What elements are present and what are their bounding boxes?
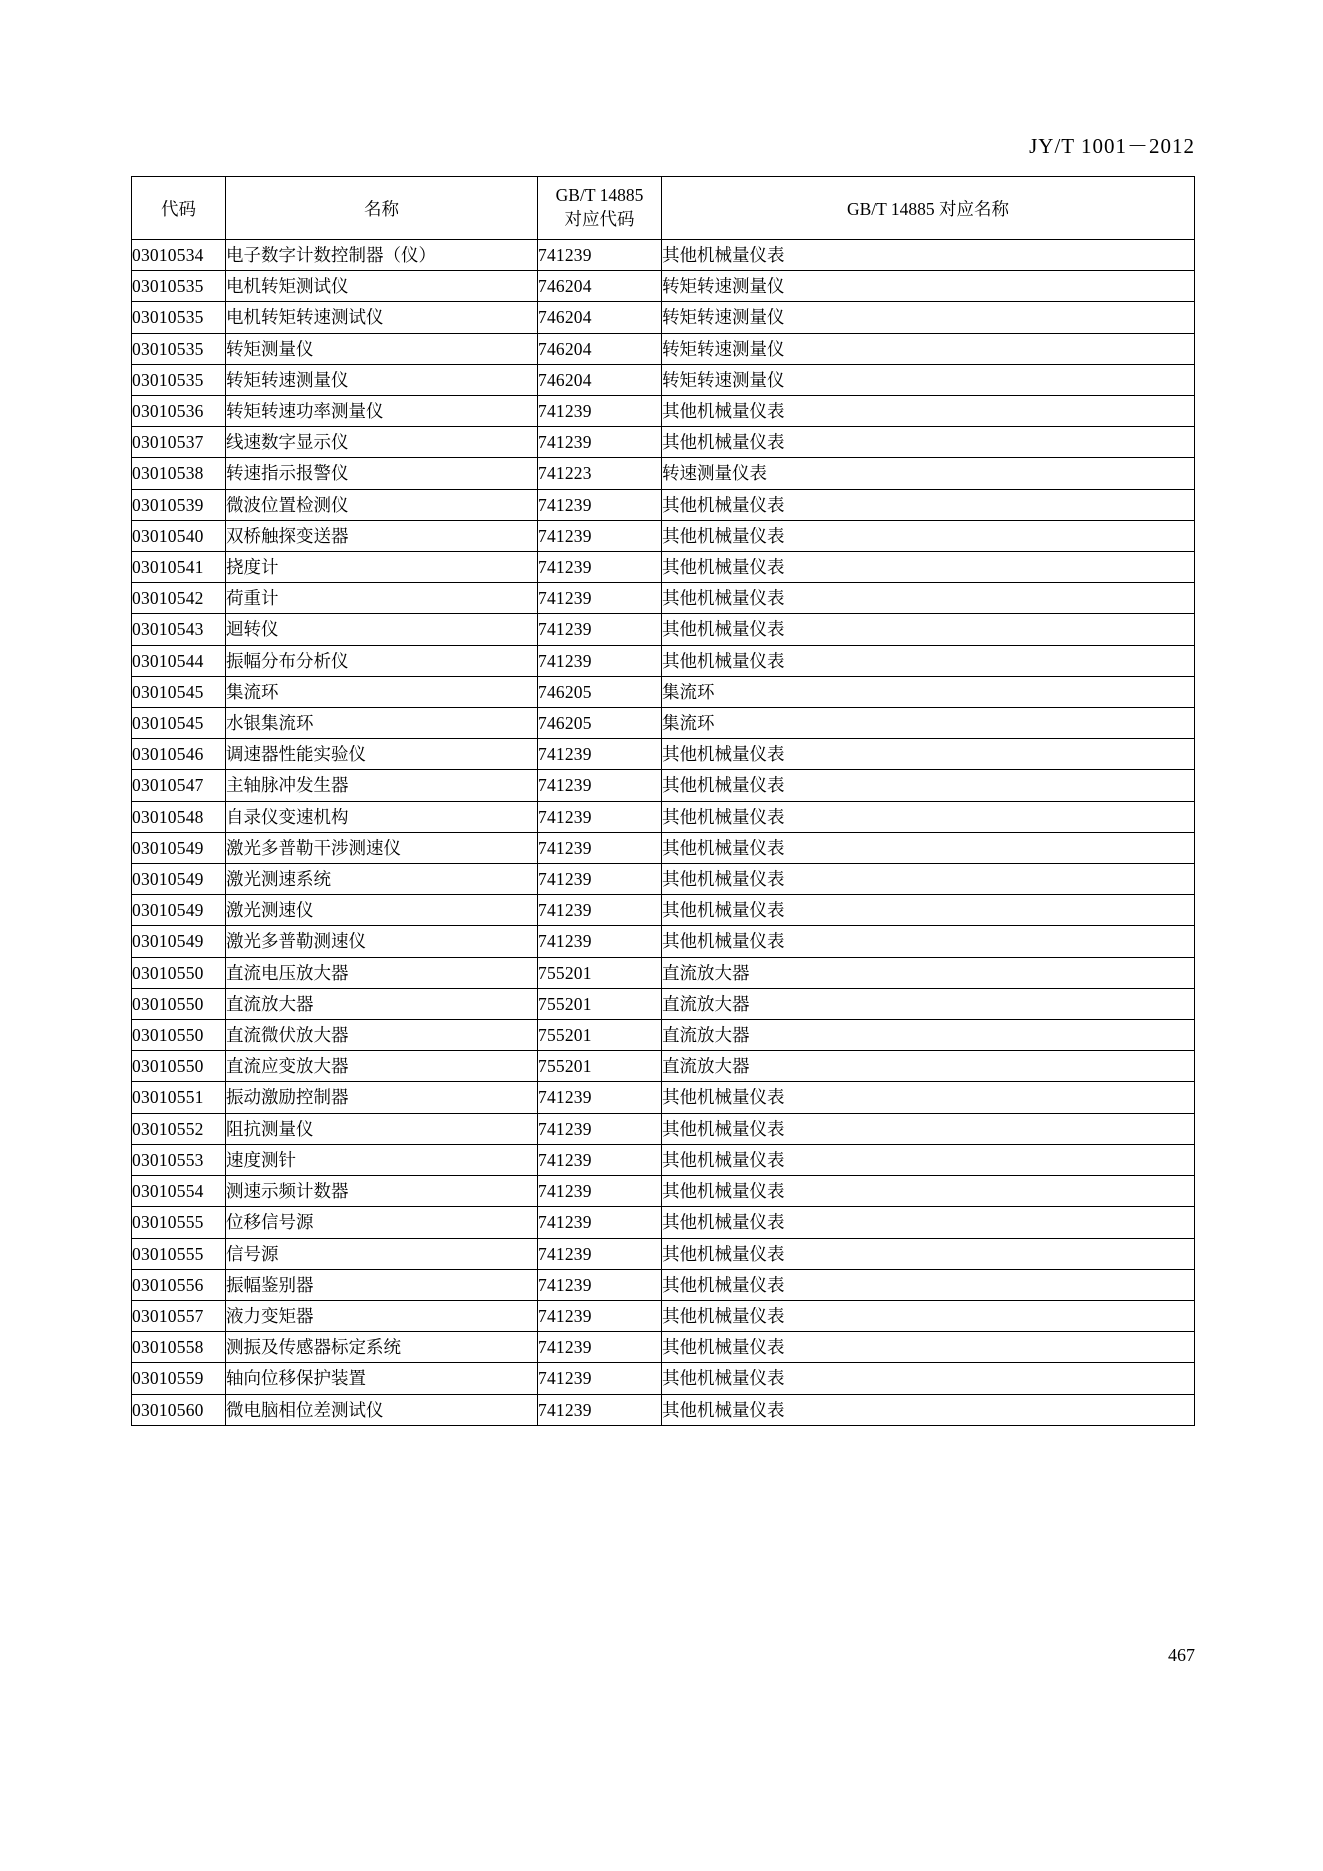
cell-name: 电机转矩转速测试仪 — [226, 302, 538, 333]
cell-code: 03010543 — [132, 614, 226, 645]
cell-code: 03010536 — [132, 396, 226, 427]
table-row — [132, 988, 1195, 1019]
table-row — [132, 1300, 1195, 1331]
table-row — [132, 427, 1195, 458]
table-row — [132, 832, 1195, 863]
cell-name: 主轴脉冲发生器 — [226, 770, 538, 801]
cell-gb-code: 741239 — [538, 1269, 662, 1300]
cell-gb-name: 其他机械量仪表 — [662, 1332, 1195, 1363]
cell-gb-code: 741239 — [538, 739, 662, 770]
cell-gb-code: 741239 — [538, 645, 662, 676]
cell-gb-name: 其他机械量仪表 — [662, 489, 1195, 520]
cell-code: 03010558 — [132, 1332, 226, 1363]
cell-name: 线速数字显示仪 — [226, 427, 538, 458]
cell-gb-name: 转矩转速测量仪 — [662, 271, 1195, 302]
cell-gb-code: 741239 — [538, 583, 662, 614]
cell-code: 03010545 — [132, 708, 226, 739]
cell-gb-code: 741239 — [538, 396, 662, 427]
cell-gb-code: 746204 — [538, 271, 662, 302]
cell-gb-code: 741239 — [538, 1113, 662, 1144]
cell-gb-code: 741239 — [538, 520, 662, 551]
cell-name: 直流放大器 — [226, 988, 538, 1019]
cell-gb-code: 741239 — [538, 1363, 662, 1394]
cell-code: 03010550 — [132, 957, 226, 988]
table-row — [132, 1332, 1195, 1363]
cell-name: 直流微伏放大器 — [226, 1020, 538, 1051]
cell-gb-code: 741239 — [538, 864, 662, 895]
cell-code: 03010541 — [132, 552, 226, 583]
cell-code: 03010556 — [132, 1269, 226, 1300]
table-row — [132, 1394, 1195, 1425]
table-row — [132, 458, 1195, 489]
cell-gb-code: 741239 — [538, 240, 662, 271]
cell-gb-code: 741239 — [538, 614, 662, 645]
cell-gb-name: 转矩转速测量仪 — [662, 333, 1195, 364]
cell-name: 位移信号源 — [226, 1207, 538, 1238]
cell-code: 03010547 — [132, 770, 226, 801]
cell-gb-name: 其他机械量仪表 — [662, 427, 1195, 458]
cell-code: 03010545 — [132, 676, 226, 707]
cell-gb-code: 746204 — [538, 302, 662, 333]
cell-code: 03010546 — [132, 739, 226, 770]
cell-gb-name: 其他机械量仪表 — [662, 864, 1195, 895]
cell-code: 03010550 — [132, 1020, 226, 1051]
cell-name: 阻抗测量仪 — [226, 1113, 538, 1144]
cell-code: 03010557 — [132, 1300, 226, 1331]
cell-gb-name: 直流放大器 — [662, 988, 1195, 1019]
cell-gb-name: 其他机械量仪表 — [662, 1113, 1195, 1144]
cell-code: 03010553 — [132, 1144, 226, 1175]
table-row — [132, 1207, 1195, 1238]
cell-name: 激光多普勒测速仪 — [226, 926, 538, 957]
cell-name: 振动激励控制器 — [226, 1082, 538, 1113]
cell-code: 03010549 — [132, 895, 226, 926]
cell-name: 直流应变放大器 — [226, 1051, 538, 1082]
table-row — [132, 1238, 1195, 1269]
cell-gb-name: 其他机械量仪表 — [662, 801, 1195, 832]
cell-gb-name: 其他机械量仪表 — [662, 770, 1195, 801]
cell-code: 03010544 — [132, 645, 226, 676]
cell-name: 振幅分布分析仪 — [226, 645, 538, 676]
cell-name: 挠度计 — [226, 552, 538, 583]
cell-gb-code: 741239 — [538, 1207, 662, 1238]
table-row — [132, 895, 1195, 926]
code-mapping-table — [131, 176, 1195, 1426]
cell-name: 转矩转速测量仪 — [226, 364, 538, 395]
cell-gb-name: 其他机械量仪表 — [662, 1176, 1195, 1207]
cell-name: 集流环 — [226, 676, 538, 707]
table-row — [132, 1363, 1195, 1394]
table-row — [132, 1144, 1195, 1175]
cell-gb-code: 746204 — [538, 364, 662, 395]
cell-gb-name: 其他机械量仪表 — [662, 895, 1195, 926]
cell-code: 03010548 — [132, 801, 226, 832]
cell-code: 03010534 — [132, 240, 226, 271]
table-row — [132, 739, 1195, 770]
table-header-row — [132, 177, 1195, 240]
cell-code: 03010555 — [132, 1207, 226, 1238]
cell-name: 转矩测量仪 — [226, 333, 538, 364]
cell-gb-name: 其他机械量仪表 — [662, 240, 1195, 271]
table-row — [132, 801, 1195, 832]
cell-gb-code: 741239 — [538, 1300, 662, 1331]
cell-name: 迴转仪 — [226, 614, 538, 645]
table-row — [132, 271, 1195, 302]
table-row — [132, 364, 1195, 395]
cell-code: 03010550 — [132, 1051, 226, 1082]
cell-name: 电子数字计数控制器（仪） — [226, 240, 538, 271]
column-header-gb-code — [538, 177, 662, 240]
cell-name: 微波位置检测仪 — [226, 489, 538, 520]
cell-gb-name: 其他机械量仪表 — [662, 1207, 1195, 1238]
table-row — [132, 1176, 1195, 1207]
table-row — [132, 708, 1195, 739]
table-row — [132, 1082, 1195, 1113]
cell-code: 03010549 — [132, 832, 226, 863]
table-row — [132, 676, 1195, 707]
cell-name: 速度测针 — [226, 1144, 538, 1175]
cell-gb-name: 其他机械量仪表 — [662, 520, 1195, 551]
cell-gb-name: 其他机械量仪表 — [662, 1082, 1195, 1113]
column-header-gb-name: GB/T 14885 对应名称 — [662, 177, 1195, 240]
table-row — [132, 1269, 1195, 1300]
cell-code: 03010549 — [132, 864, 226, 895]
cell-gb-code: 755201 — [538, 988, 662, 1019]
cell-gb-name: 其他机械量仪表 — [662, 1238, 1195, 1269]
cell-gb-name: 其他机械量仪表 — [662, 1363, 1195, 1394]
cell-code: 03010554 — [132, 1176, 226, 1207]
table-row — [132, 520, 1195, 551]
table-row — [132, 770, 1195, 801]
cell-name: 转速指示报警仪 — [226, 458, 538, 489]
cell-name: 调速器性能实验仪 — [226, 739, 538, 770]
cell-name: 转矩转速功率测量仪 — [226, 396, 538, 427]
table-row — [132, 957, 1195, 988]
cell-name: 水银集流环 — [226, 708, 538, 739]
cell-gb-name: 直流放大器 — [662, 1051, 1195, 1082]
cell-gb-name: 其他机械量仪表 — [662, 614, 1195, 645]
cell-name: 轴向位移保护装置 — [226, 1363, 538, 1394]
cell-name: 荷重计 — [226, 583, 538, 614]
cell-name: 双桥触探变送器 — [226, 520, 538, 551]
column-header-name: 名称 — [226, 177, 538, 240]
table-row — [132, 583, 1195, 614]
cell-gb-code: 741239 — [538, 489, 662, 520]
table-row — [132, 1113, 1195, 1144]
table-row — [132, 1020, 1195, 1051]
cell-name: 测速示频计数器 — [226, 1176, 538, 1207]
table-row — [132, 864, 1195, 895]
cell-gb-code: 746205 — [538, 676, 662, 707]
table-body — [132, 240, 1195, 1426]
cell-name: 信号源 — [226, 1238, 538, 1269]
cell-code: 03010552 — [132, 1113, 226, 1144]
table-header — [132, 177, 1195, 240]
page-number: 467 — [1168, 1645, 1195, 1665]
cell-gb-code: 755201 — [538, 1051, 662, 1082]
cell-gb-code: 741239 — [538, 1332, 662, 1363]
table-row — [132, 333, 1195, 364]
cell-gb-name: 直流放大器 — [662, 957, 1195, 988]
cell-gb-name: 其他机械量仪表 — [662, 645, 1195, 676]
cell-gb-name: 其他机械量仪表 — [662, 832, 1195, 863]
cell-gb-code: 746204 — [538, 333, 662, 364]
cell-code: 03010550 — [132, 988, 226, 1019]
table-row — [132, 396, 1195, 427]
cell-code: 03010539 — [132, 489, 226, 520]
table-row — [132, 614, 1195, 645]
cell-code: 03010542 — [132, 583, 226, 614]
cell-code: 03010535 — [132, 271, 226, 302]
cell-gb-name: 集流环 — [662, 708, 1195, 739]
cell-name: 振幅鉴别器 — [226, 1269, 538, 1300]
cell-gb-code: 741239 — [538, 1394, 662, 1425]
cell-gb-code: 741239 — [538, 895, 662, 926]
cell-code: 03010540 — [132, 520, 226, 551]
column-header-code: 代码 — [132, 177, 226, 240]
cell-gb-name: 其他机械量仪表 — [662, 1269, 1195, 1300]
cell-name: 激光测速仪 — [226, 895, 538, 926]
cell-name: 电机转矩测试仪 — [226, 271, 538, 302]
table-row — [132, 489, 1195, 520]
cell-gb-code: 741239 — [538, 1238, 662, 1269]
cell-gb-name: 其他机械量仪表 — [662, 1144, 1195, 1175]
cell-gb-name: 转速测量仪表 — [662, 458, 1195, 489]
cell-code: 03010537 — [132, 427, 226, 458]
cell-gb-code: 741239 — [538, 552, 662, 583]
table-row — [132, 240, 1195, 271]
page-header-standard-id: JY/T 1001－2012 — [1029, 134, 1195, 158]
cell-gb-name: 集流环 — [662, 676, 1195, 707]
cell-name: 直流电压放大器 — [226, 957, 538, 988]
cell-gb-code: 741239 — [538, 1144, 662, 1175]
cell-gb-name: 其他机械量仪表 — [662, 739, 1195, 770]
cell-gb-code: 741239 — [538, 926, 662, 957]
cell-gb-name: 其他机械量仪表 — [662, 583, 1195, 614]
cell-gb-name: 转矩转速测量仪 — [662, 364, 1195, 395]
cell-name: 测振及传感器标定系统 — [226, 1332, 538, 1363]
cell-name: 自录仪变速机构 — [226, 801, 538, 832]
cell-name: 激光多普勒干涉测速仪 — [226, 832, 538, 863]
cell-gb-code: 755201 — [538, 957, 662, 988]
cell-code: 03010551 — [132, 1082, 226, 1113]
cell-code: 03010535 — [132, 302, 226, 333]
cell-gb-name: 转矩转速测量仪 — [662, 302, 1195, 333]
table-row — [132, 926, 1195, 957]
cell-name: 微电脑相位差测试仪 — [226, 1394, 538, 1425]
table-row — [132, 1051, 1195, 1082]
cell-name: 激光测速系统 — [226, 864, 538, 895]
cell-gb-code: 741223 — [538, 458, 662, 489]
cell-code: 03010555 — [132, 1238, 226, 1269]
cell-name: 液力变矩器 — [226, 1300, 538, 1331]
cell-gb-code: 741239 — [538, 770, 662, 801]
column-header-gb-code-line2: 对应代码 — [564, 209, 635, 229]
cell-gb-code: 755201 — [538, 1020, 662, 1051]
column-header-gb-code-line1: GB/T 14885 — [555, 185, 644, 206]
cell-code: 03010538 — [132, 458, 226, 489]
cell-code: 03010535 — [132, 333, 226, 364]
table-row — [132, 302, 1195, 333]
cell-gb-name: 其他机械量仪表 — [662, 1300, 1195, 1331]
cell-gb-name: 直流放大器 — [662, 1020, 1195, 1051]
table-row — [132, 645, 1195, 676]
cell-gb-name: 其他机械量仪表 — [662, 1394, 1195, 1425]
cell-code: 03010560 — [132, 1394, 226, 1425]
cell-gb-code: 741239 — [538, 832, 662, 863]
cell-gb-code: 746205 — [538, 708, 662, 739]
cell-gb-name: 其他机械量仪表 — [662, 396, 1195, 427]
table-row — [132, 552, 1195, 583]
cell-code: 03010559 — [132, 1363, 226, 1394]
cell-gb-name: 其他机械量仪表 — [662, 552, 1195, 583]
cell-code: 03010549 — [132, 926, 226, 957]
cell-gb-name: 其他机械量仪表 — [662, 926, 1195, 957]
cell-code: 03010535 — [132, 364, 226, 395]
cell-gb-code: 741239 — [538, 1176, 662, 1207]
cell-gb-code: 741239 — [538, 801, 662, 832]
cell-gb-code: 741239 — [538, 427, 662, 458]
cell-gb-code: 741239 — [538, 1082, 662, 1113]
